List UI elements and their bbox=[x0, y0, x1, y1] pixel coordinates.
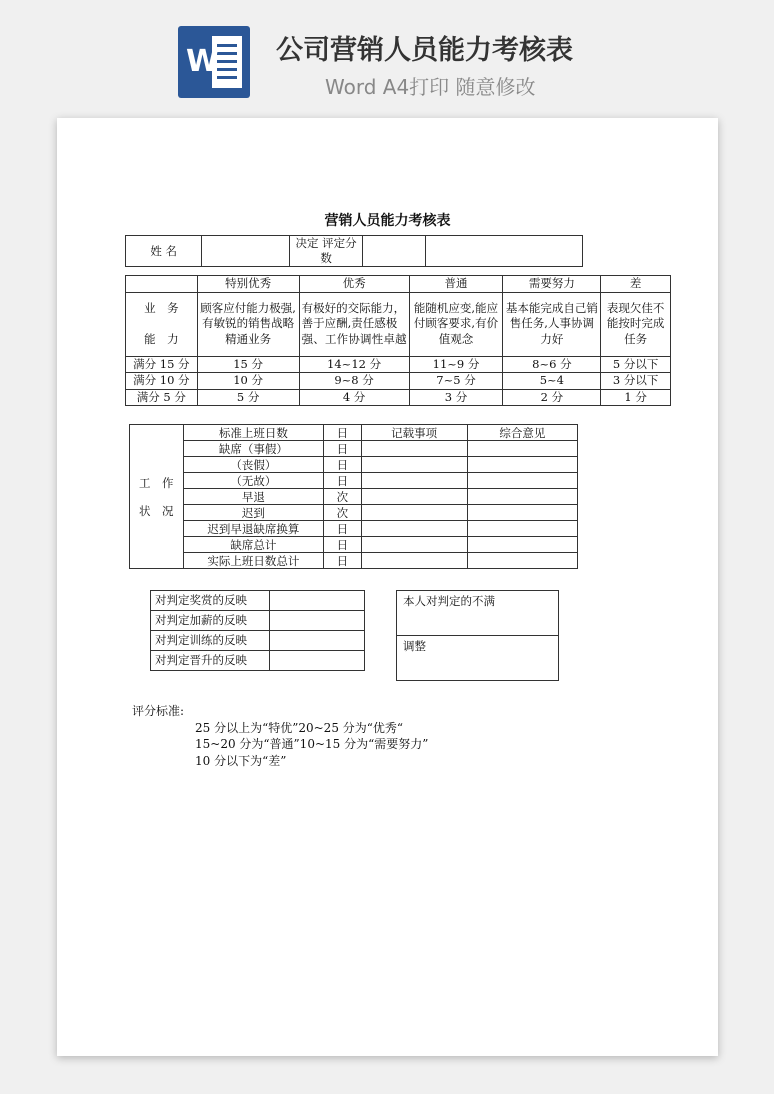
ability-header: 需要努力 bbox=[503, 276, 601, 293]
work-item: 实际上班日数总计 bbox=[183, 553, 324, 569]
ability-header: 普通 bbox=[409, 276, 503, 293]
feedback-label: 对判定奖赏的反映 bbox=[151, 591, 270, 611]
record-cell[interactable] bbox=[361, 457, 467, 473]
work-item: （无故） bbox=[183, 473, 324, 489]
work-item: 标准上班日数 bbox=[183, 425, 324, 441]
document-page bbox=[57, 118, 718, 1056]
adjust-label[interactable]: 调整 bbox=[397, 636, 559, 681]
opinion-cell[interactable] bbox=[467, 457, 577, 473]
work-unit: 日 bbox=[324, 441, 361, 457]
document-subtitle: Word A4打印 随意修改 bbox=[325, 75, 536, 99]
ability-desc: 能随机应变,能应付顾客要求,有价值观念 bbox=[409, 292, 503, 356]
work-unit: 日 bbox=[324, 473, 361, 489]
criteria-line: 15~20 分为“普通”10~15 分为“需要努力” bbox=[195, 737, 429, 751]
feedback-value[interactable] bbox=[270, 591, 365, 611]
score-label: 决定 评定分数 bbox=[290, 236, 363, 267]
scoring-criteria bbox=[132, 703, 428, 769]
ability-desc: 有极好的交际能力，善于应酬,责任感极强、工作协调性卓越 bbox=[299, 292, 409, 356]
work-unit: 次 bbox=[324, 489, 361, 505]
score-cell: 4 分 bbox=[299, 389, 409, 406]
ability-header: 特别优秀 bbox=[197, 276, 299, 293]
document-title: 公司营销人员能力考核表 bbox=[276, 35, 573, 66]
work-unit: 次 bbox=[324, 505, 361, 521]
dissatisfaction-table bbox=[396, 590, 559, 681]
opinion-cell[interactable] bbox=[467, 473, 577, 489]
score-value-a[interactable] bbox=[363, 236, 426, 267]
score-row-label: 满分 15 分 bbox=[126, 356, 198, 373]
score-cell: 2 分 bbox=[503, 389, 601, 406]
score-cell: 9~8 分 bbox=[299, 373, 409, 390]
ability-desc: 基本能完成自己销售任务,人事协调力好 bbox=[503, 292, 601, 356]
word-document-icon: W bbox=[178, 26, 250, 98]
opinion-cell[interactable] bbox=[467, 441, 577, 457]
record-cell[interactable] bbox=[361, 473, 467, 489]
name-table bbox=[125, 235, 583, 267]
score-cell: 14~12 分 bbox=[299, 356, 409, 373]
record-cell[interactable] bbox=[361, 489, 467, 505]
work-unit: 日 bbox=[324, 553, 361, 569]
score-cell: 11~9 分 bbox=[409, 356, 503, 373]
feedback-table bbox=[150, 590, 365, 671]
feedback-label: 对判定晋升的反映 bbox=[151, 651, 270, 671]
ability-header-blank bbox=[126, 276, 198, 293]
record-cell[interactable] bbox=[361, 441, 467, 457]
record-cell[interactable] bbox=[361, 553, 467, 569]
work-item: 缺席（事假） bbox=[183, 441, 324, 457]
score-cell: 1 分 bbox=[601, 389, 671, 406]
ability-row-label: 业 务 能 力 bbox=[126, 292, 198, 356]
form-title: 营销人员能力考核表 bbox=[324, 213, 451, 229]
name-label: 姓 名 bbox=[126, 236, 202, 267]
ability-header: 优秀 bbox=[299, 276, 409, 293]
score-value-b[interactable] bbox=[425, 236, 582, 267]
opinion-header: 综合意见 bbox=[467, 425, 577, 441]
opinion-cell[interactable] bbox=[467, 537, 577, 553]
score-cell: 5~4 bbox=[503, 373, 601, 390]
page-header bbox=[0, 0, 774, 110]
ability-table bbox=[125, 275, 671, 406]
score-cell: 3 分以下 bbox=[601, 373, 671, 390]
feedback-label: 对判定加薪的反映 bbox=[151, 611, 270, 631]
ability-desc: 顾客应付能力极强,有敏锐的销售战略精通业务 bbox=[197, 292, 299, 356]
feedback-label: 对判定训练的反映 bbox=[151, 631, 270, 651]
record-cell[interactable] bbox=[361, 505, 467, 521]
opinion-cell[interactable] bbox=[467, 521, 577, 537]
score-cell: 7~5 分 bbox=[409, 373, 503, 390]
criteria-line: 10 分以下为“差” bbox=[195, 753, 287, 768]
ability-desc: 表现欠佳不能按时完成任务 bbox=[601, 292, 671, 356]
work-item: 迟到早退缺席换算 bbox=[183, 521, 324, 537]
work-status-table bbox=[129, 424, 578, 569]
record-header: 记载事项 bbox=[361, 425, 467, 441]
work-item: 迟到 bbox=[183, 505, 324, 521]
feedback-value[interactable] bbox=[270, 611, 365, 631]
work-item: 缺席总计 bbox=[183, 537, 324, 553]
work-item: 早退 bbox=[183, 489, 324, 505]
work-item: （丧假） bbox=[183, 457, 324, 473]
feedback-value[interactable] bbox=[270, 651, 365, 671]
work-unit: 日 bbox=[324, 457, 361, 473]
record-cell[interactable] bbox=[361, 521, 467, 537]
ability-header: 差 bbox=[601, 276, 671, 293]
dissatisfaction-label[interactable]: 本人对判定的不满 bbox=[397, 591, 559, 636]
score-row-label: 满分 10 分 bbox=[126, 373, 198, 390]
record-cell[interactable] bbox=[361, 537, 467, 553]
feedback-value[interactable] bbox=[270, 631, 365, 651]
work-unit: 日 bbox=[324, 425, 361, 441]
name-value[interactable] bbox=[202, 236, 290, 267]
score-cell: 15 分 bbox=[197, 356, 299, 373]
score-cell: 10 分 bbox=[197, 373, 299, 390]
opinion-cell[interactable] bbox=[467, 489, 577, 505]
work-status-label: 工 作 状 况 bbox=[130, 425, 184, 569]
score-row-label: 满分 5 分 bbox=[126, 389, 198, 406]
work-unit: 日 bbox=[324, 537, 361, 553]
score-cell: 8~6 分 bbox=[503, 356, 601, 373]
opinion-cell[interactable] bbox=[467, 505, 577, 521]
score-cell: 5 分 bbox=[197, 389, 299, 406]
work-unit: 日 bbox=[324, 521, 361, 537]
score-cell: 5 分以下 bbox=[601, 356, 671, 373]
score-cell: 3 分 bbox=[409, 389, 503, 406]
opinion-cell[interactable] bbox=[467, 553, 577, 569]
criteria-line: 25 分以上为“特优”20~25 分为“优秀“ bbox=[195, 720, 404, 735]
criteria-title: 评分标准: bbox=[132, 704, 185, 718]
